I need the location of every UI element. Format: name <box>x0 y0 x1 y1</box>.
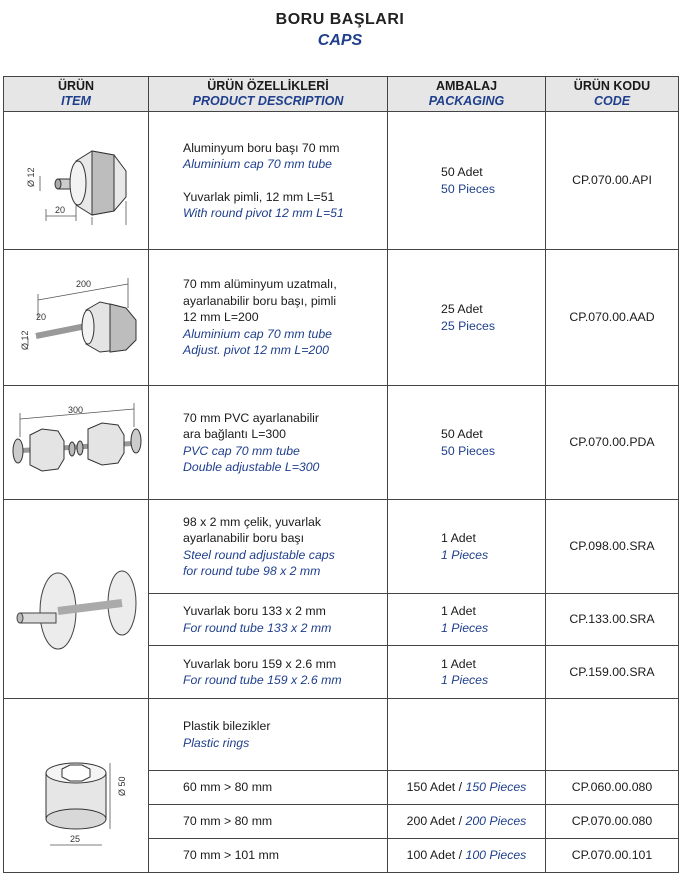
row1-packaging: 50 Adet 50 Pieces <box>388 112 546 250</box>
row4-description: 98 x 2 mm çelik, yuvarlak ayarlanabilir boru başı Steel round adjustable caps for round tube 98 x 2 mm <box>149 500 388 594</box>
row8-description: 60 mm > 80 mm <box>149 771 388 805</box>
row5-description: Yuvarlak boru 133 x 2 mm For round tube 133 x 2 mm <box>149 594 388 646</box>
header-description: ÜRÜN ÖZELLİKLERİ PRODUCT DESCRIPTION <box>149 77 388 112</box>
page-title: BORU BAŞLARI <box>275 11 405 28</box>
page-subtitle: CAPS <box>317 32 363 49</box>
aluminium-cap-image <box>4 112 149 250</box>
row3-packaging: 50 Adet 50 Pieces <box>388 386 546 500</box>
row3-code: CP.070.00.PDA <box>546 386 679 500</box>
row6-description: Yuvarlak boru 159 x 2.6 mm For round tube 159 x 2.6 mm <box>149 646 388 699</box>
header-packaging: AMBALAJ PACKAGING <box>388 77 546 112</box>
length-300-label: 300 <box>68 404 84 415</box>
row4-code: CP.098.00.SRA <box>546 500 679 594</box>
extended-cap-image <box>4 250 149 386</box>
row1-code: CP.070.00.API <box>546 112 679 250</box>
row7-description: Plastik bilezikler Plastic rings <box>149 699 388 771</box>
row10-code: CP.070.00.101 <box>546 839 679 873</box>
pvc-double-cap-image <box>4 386 149 500</box>
row5-packaging: 1 Adet 1 Pieces <box>388 594 546 646</box>
header-item: ÜRÜN ITEM <box>4 77 149 112</box>
header-code: ÜRÜN KODU CODE <box>546 77 679 112</box>
plastic-ring-image <box>4 699 149 873</box>
length-label: 20 <box>55 204 66 215</box>
header-row <box>4 77 679 112</box>
steel-round-cap-image <box>4 500 149 699</box>
width-25-label: 25 <box>70 833 81 844</box>
table-row <box>4 699 679 771</box>
row2-code: CP.070.00.AAD <box>546 250 679 386</box>
diameter-label: Ø 12 <box>20 329 30 350</box>
table-row <box>4 500 679 594</box>
table-row <box>4 250 679 386</box>
row6-code: CP.159.00.SRA <box>546 646 679 699</box>
product-table <box>3 76 679 873</box>
length-200-label: 200 <box>76 278 92 289</box>
row3-description: 70 mm PVC ayarlanabilir ara bağlantı L=300 PVC cap 70 mm tube Double adjustable L=300 <box>149 386 388 500</box>
row10-description: 70 mm > 101 mm <box>149 839 388 873</box>
row7-code <box>546 699 679 771</box>
row4-packaging: 1 Adet 1 Pieces <box>388 500 546 594</box>
row10-packaging: 100 Adet / 100 Pieces <box>388 839 546 873</box>
diameter-label: Ø 12 <box>26 166 36 187</box>
row1-description: Aluminyum boru başı 70 mm Aluminium cap 70 mm tube Yuvarlak pimli, 12 mm L=51 With round pivot 12 mm L=51 <box>149 112 388 250</box>
table-row <box>4 386 679 500</box>
row2-description: 70 mm alüminyum uzatmalı, ayarlanabilir boru başı, pimli 12 mm L=200 Aluminium cap 70 mm tube Adjust. pivot 12 mm L=200 <box>149 250 388 386</box>
row9-packaging: 200 Adet / 200 Pieces <box>388 805 546 839</box>
row6-packaging: 1 Adet 1 Pieces <box>388 646 546 699</box>
row9-code: CP.070.00.080 <box>546 805 679 839</box>
length-20-label: 20 <box>36 311 47 322</box>
row9-description: 70 mm > 80 mm <box>149 805 388 839</box>
row8-code: CP.060.00.080 <box>546 771 679 805</box>
row5-code: CP.133.00.SRA <box>546 594 679 646</box>
table-row <box>4 112 679 250</box>
row7-packaging <box>388 699 546 771</box>
row8-packaging: 150 Adet / 150 Pieces <box>388 771 546 805</box>
diameter-50-label: Ø 50 <box>117 775 127 796</box>
row2-packaging: 25 Adet 25 Pieces <box>388 250 546 386</box>
